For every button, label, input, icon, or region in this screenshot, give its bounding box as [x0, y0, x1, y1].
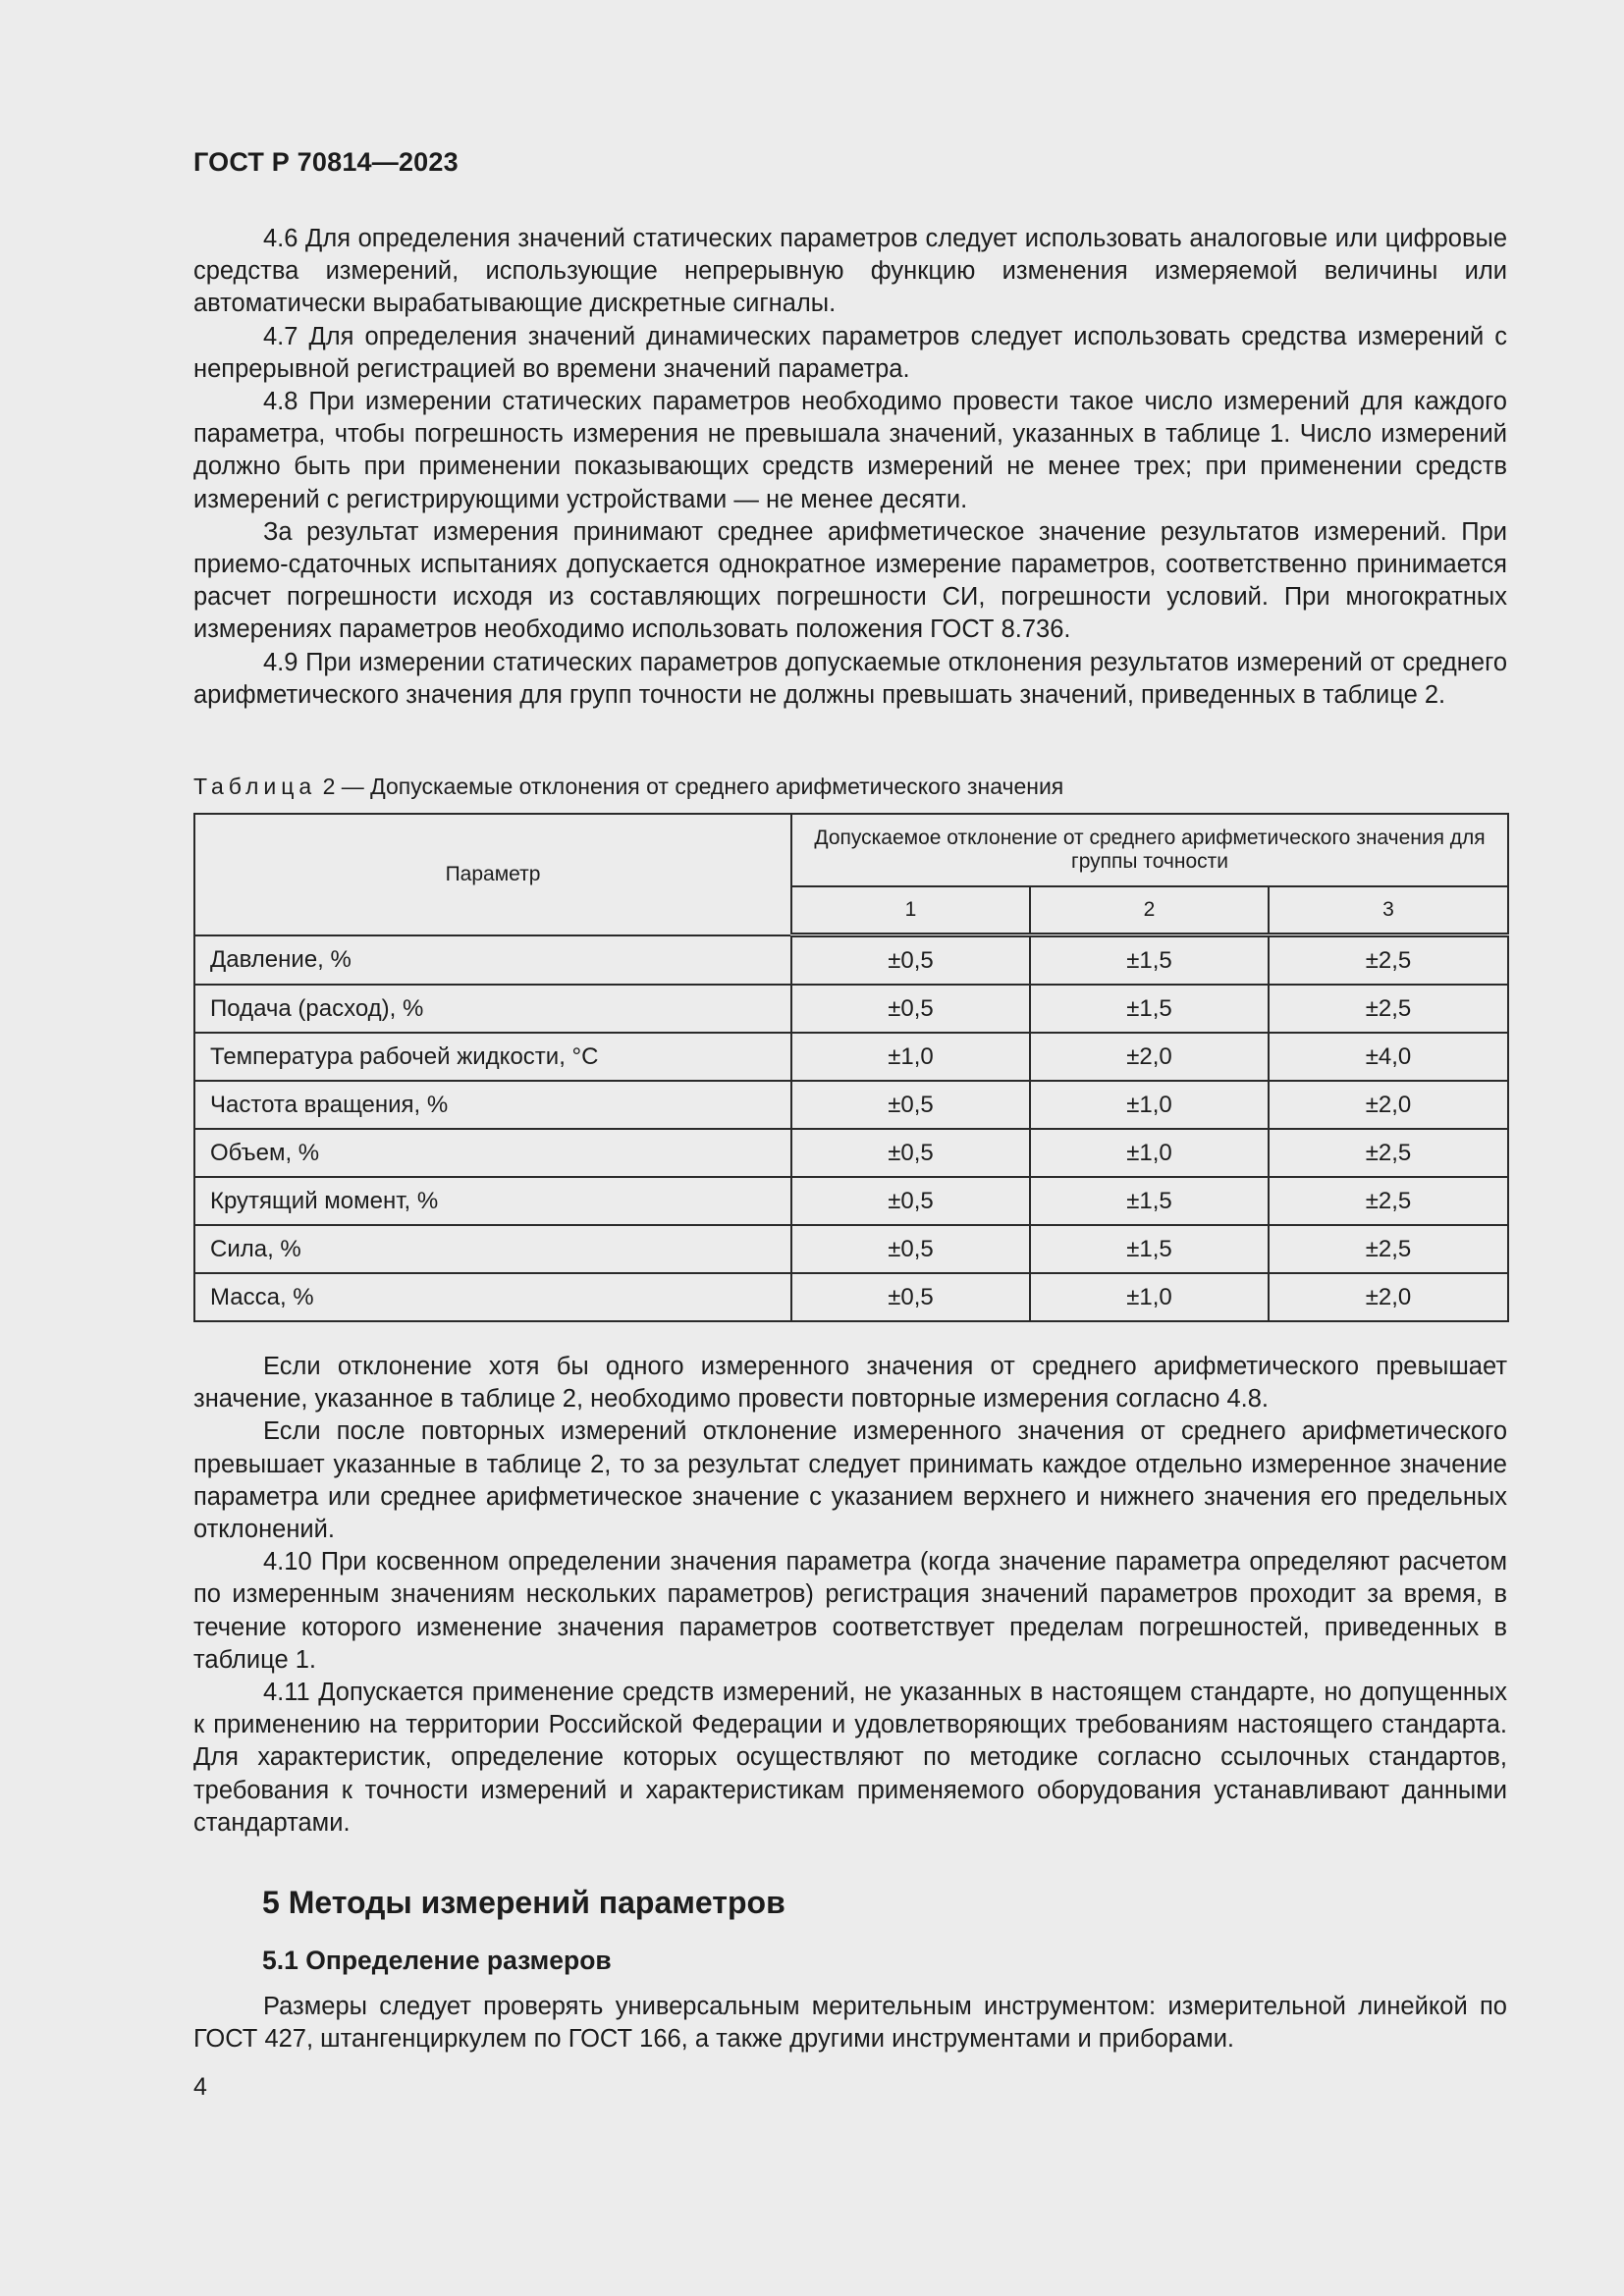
body-text-bottom	[193, 1351, 1507, 1840]
cell-param: Давление, %	[194, 935, 791, 986]
cell-value: ±2,5	[1269, 935, 1508, 986]
document-header: ГОСТ Р 70814—2023	[193, 147, 459, 177]
cell-value: ±2,0	[1030, 1033, 1269, 1081]
cell-value: ±0,5	[791, 1225, 1030, 1273]
table-row	[194, 1177, 1508, 1225]
cell-value: ±0,5	[791, 985, 1030, 1033]
header-group: Допускаемое отклонение от среднего арифметического значения для группы точности	[791, 814, 1508, 886]
paragraph-4-8: 4.8 При измерении статических параметров необходимо провести такое число измерений для каждого параметра, чтобы погрешность измерения не превышала значений, указанных в таблице 1. Число измерений должно быть при применении показывающих средств измерений не менее трех; при применении средств измерений с регистрирующими устройствами — не менее десяти.	[193, 388, 1507, 513]
cell-value: ±1,5	[1030, 1177, 1269, 1225]
paragraph-4-11: 4.11 Допускается применение средств измерений, не указанных в настоящем стандарте, но допущенных к применению на территории Российской Федерации и удовлетворяющих требованиям настоящего стандарта. Для характеристик, определение которых осуществляют по методике согласно ссылочных стандартов, требования к точности измерений и характеристикам применяемого оборудования устанавливают данными стандартами.	[193, 1679, 1507, 1837]
paragraph-4-6: 4.6 Для определения значений статических параметров следует использовать аналоговые или цифровые средства измерений, использующие непрерывную функцию изменения измеряемой величины или автоматически вырабатывающие дискретные сигналы.	[193, 225, 1507, 318]
table-row	[194, 1273, 1508, 1321]
cell-value: ±2,0	[1269, 1081, 1508, 1129]
header-param: Параметр	[194, 814, 791, 935]
cell-value: ±1,0	[1030, 1081, 1269, 1129]
cell-value: ±2,0	[1269, 1273, 1508, 1321]
cell-value: ±2,5	[1269, 1129, 1508, 1177]
cell-param: Сила, %	[194, 1225, 791, 1273]
cell-value: ±1,0	[791, 1033, 1030, 1081]
header-group-1: 1	[791, 886, 1030, 935]
cell-value: ±1,0	[1030, 1273, 1269, 1321]
table-row	[194, 1033, 1508, 1081]
table-header-row	[194, 814, 1508, 886]
paragraph-5-1: Размеры следует проверять универсальным мерительным инструментом: измерительной линейкой по ГОСТ 427, штангенциркулем по ГОСТ 166, а также другими инструментами и приборами.	[193, 1993, 1507, 2054]
cell-value: ±0,5	[791, 1273, 1030, 1321]
cell-value: ±1,5	[1030, 985, 1269, 1033]
table-caption-text: 2 — Допускаемые отклонения от среднего арифметического значения	[316, 774, 1064, 799]
cell-param: Масса, %	[194, 1273, 791, 1321]
cell-value: ±2,5	[1269, 1177, 1508, 1225]
cell-value: ±1,0	[1030, 1129, 1269, 1177]
cell-param: Температура рабочей жидкости, °С	[194, 1033, 791, 1081]
page-number: 4	[193, 2073, 207, 2101]
paragraph-4-8-result: За результат измерения принимают среднее арифметическое значение результатов измерений. При приемо-сдаточных испытаниях допускается однократное измерение параметров, соответственно принимается расчет погрешности исходя из составляющих погрешности СИ, погрешности условий. При многократных измерениях параметров необходимо использовать положения ГОСТ 8.736.	[193, 517, 1507, 644]
cell-value: ±0,5	[791, 1177, 1030, 1225]
cell-value: ±0,5	[791, 935, 1030, 986]
section-5-heading: 5 Методы измерений параметров	[262, 1885, 785, 1920]
cell-value: ±1,5	[1030, 935, 1269, 986]
cell-param: Частота вращения, %	[194, 1081, 791, 1129]
table-caption-label: Таблица	[193, 774, 317, 799]
table-row	[194, 1129, 1508, 1177]
paragraph-deviation-after-repeat: Если после повторных измерений отклонение измеренного значения от среднего арифметического превышает указанные в таблице 2, то за результат следует принимать каждое отдельно измеренное значение параметра или среднее арифметическое значение с указанием верхнего и нижнего значения его предельных отклонений.	[193, 1417, 1507, 1544]
header-group-3: 3	[1269, 886, 1508, 935]
cell-param: Объем, %	[194, 1129, 791, 1177]
cell-value: ±2,5	[1269, 985, 1508, 1033]
body-text-top	[193, 223, 1507, 712]
body-text-section-5-1	[193, 1991, 1507, 2056]
paragraph-4-10: 4.10 При косвенном определении значения параметра (когда значение параметра определяют расчетом по измеренным значениям нескольких параметров) регистрация значений параметров проходит за время, в течение которого изменение значения параметров соответствует пределам погрешностей, приведенных в таблице 1.	[193, 1548, 1507, 1674]
header-group-2: 2	[1030, 886, 1269, 935]
deviation-table	[193, 813, 1509, 1322]
cell-param: Крутящий момент, %	[194, 1177, 791, 1225]
section-5-1-heading: 5.1 Определение размеров	[262, 1946, 612, 1975]
paragraph-deviation-repeat: Если отклонение хотя бы одного измеренного значения от среднего арифметического превышает значение, указанное в таблице 2, необходимо провести повторные измерения согласно 4.8.	[193, 1353, 1507, 1414]
table-row	[194, 985, 1508, 1033]
table-row	[194, 935, 1508, 986]
cell-value: ±0,5	[791, 1129, 1030, 1177]
paragraph-4-7: 4.7 Для определения значений динамических параметров следует использовать средства измерений с непрерывной регистрацией во времени значений параметра.	[193, 322, 1507, 383]
table-row	[194, 1225, 1508, 1273]
cell-param: Подача (расход), %	[194, 985, 791, 1033]
table-row	[194, 1081, 1508, 1129]
cell-value: ±0,5	[791, 1081, 1030, 1129]
cell-value: ±1,5	[1030, 1225, 1269, 1273]
table-caption	[193, 772, 1063, 801]
cell-value: ±2,5	[1269, 1225, 1508, 1273]
paragraph-4-9: 4.9 При измерении статических параметров допускаемые отклонения результатов измерений от среднего арифметического значения для групп точности не должны превышать значений, приведенных в таблице 2.	[193, 648, 1507, 709]
cell-value: ±4,0	[1269, 1033, 1508, 1081]
